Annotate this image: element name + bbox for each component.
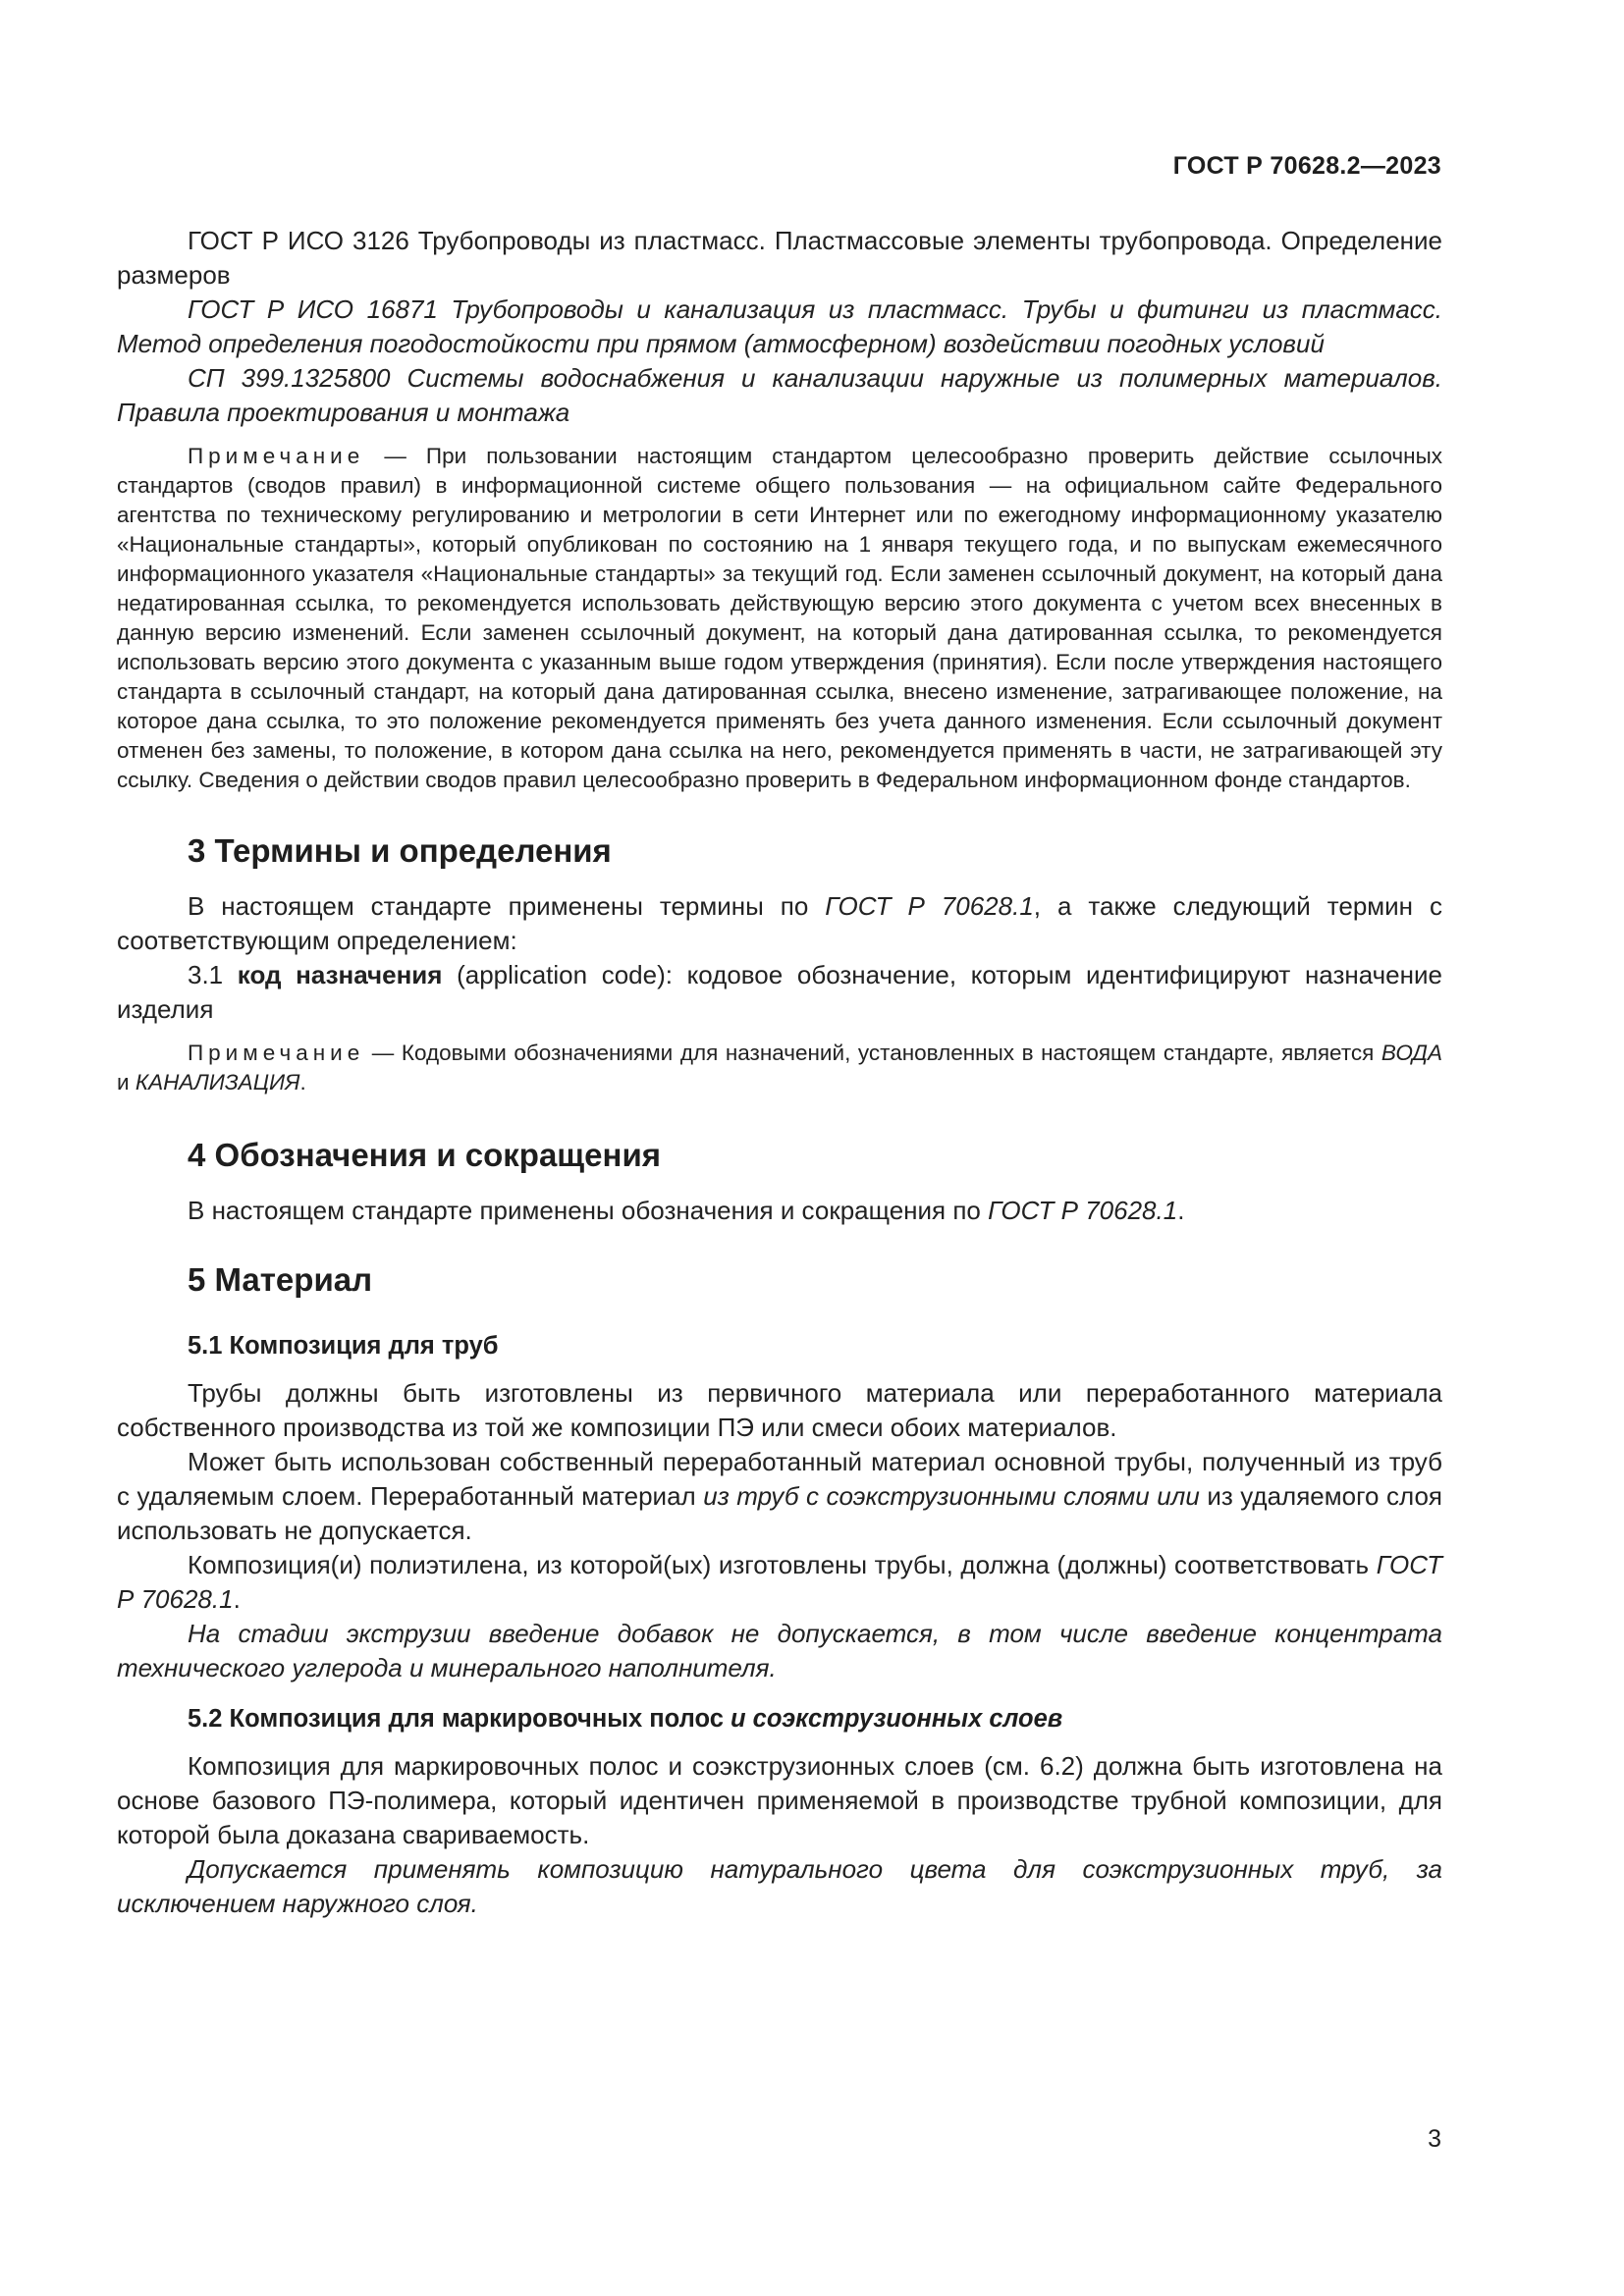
section-3-intro bbox=[117, 889, 1442, 958]
section-4-title: 4 Обозначения и сокращения bbox=[188, 1137, 661, 1173]
page-number: 3 bbox=[1428, 2125, 1441, 2153]
code-sewer: КАНАЛИЗАЦИЯ bbox=[135, 1070, 300, 1095]
subsection-5-1-paragraph-4: На стадии экструзии введение добавок не допускается, в том числе введение концентрата технического углерода и минерального наполнителя. bbox=[117, 1619, 1442, 1682]
subsection-5-1-paragraph-2 bbox=[117, 1445, 1442, 1548]
term-name: код назначения bbox=[237, 960, 443, 989]
paragraph-2-italic: из труб с соэкструзионными слоями или bbox=[703, 1481, 1200, 1511]
references-note bbox=[117, 442, 1442, 795]
section-3-intro-reference: ГОСТ Р 70628.1 bbox=[825, 891, 1034, 921]
paragraph-3-text: Композиция(и) полиэтилена, из которой(ых) изготовлены трубы, должна (должны) соответствовать bbox=[188, 1550, 1377, 1579]
subsection-5-2-title-text: 5.2 Композиция для маркировочных полос bbox=[188, 1705, 731, 1733]
subsection-5-2-paragraph-2: Допускается применять композицию натурального цвета для соэкструзионных труб, за исключением наружного слоя. bbox=[117, 1854, 1442, 1918]
reference-gost-iso-16871: ГОСТ Р ИСО 16871 Трубопроводы и канализация из пластмасс. Трубы и фитинги из пластмасс. Метод определения погодостойкости при прямом (атмосферном) воздействии погодных условий bbox=[117, 294, 1442, 358]
term-number: 3.1 bbox=[188, 960, 238, 989]
code-water: ВОДА bbox=[1380, 1041, 1442, 1065]
paragraph-2-text: Может быть использован собственный переработанный материал основной трубы, полученный из труб с удаляемым слоем. Переработанный материал bbox=[117, 1447, 1442, 1511]
term-note bbox=[117, 1039, 1442, 1097]
term-note-text: — Кодовыми обозначениями для назначений, установленных в настоящем стандарте, является bbox=[364, 1041, 1381, 1065]
reference-gost-iso-3126: ГОСТ Р ИСО 3126 Трубопроводы из пластмасс. Пластмассовые элементы трубопровода. Определение размеров bbox=[117, 226, 1442, 290]
subsection-5-2-paragraph-1: Композиция для маркировочных полос и соэкструзионных слоев (см. 6.2) должна быть изготовлена на основе базового ПЭ-полимера, который идентичен применяемой в производстве трубной композиции, для которой была доказана свариваемость. bbox=[117, 1751, 1442, 1849]
section-4-reference: ГОСТ Р 70628.1 bbox=[988, 1196, 1178, 1225]
subsection-5-1-paragraph-3 bbox=[117, 1548, 1442, 1617]
document-code-header: ГОСТ Р 70628.2—2023 bbox=[1172, 152, 1441, 180]
paragraph-3-reference: ГОСТ Р 70628.1 bbox=[117, 1550, 1442, 1614]
paragraph-3-end: . bbox=[233, 1584, 241, 1614]
page-content bbox=[117, 224, 1442, 1921]
section-5-title: 5 Материал bbox=[188, 1261, 373, 1298]
term-definition: (application code): кодовое обозначение, которым идентифицируют назначение изделия bbox=[117, 960, 1442, 1024]
subsection-5-1-paragraph-1: Трубы должны быть изготовлены из первичного материала или переработанного материала собственного производства из той же композиции ПЭ или смеси обоих материалов. bbox=[117, 1378, 1442, 1442]
reference-sp-399: СП 399.1325800 Системы водоснабжения и канализации наружные из полимерных материалов. Правила проектирования и монтажа bbox=[117, 363, 1442, 427]
subsection-5-2-title-italic: и соэкструзионных слоев bbox=[730, 1705, 1063, 1733]
term-3-1 bbox=[117, 958, 1442, 1027]
section-3-intro-text: В настоящем стандарте применены термины по bbox=[188, 891, 826, 921]
note-label: Примечание bbox=[188, 444, 365, 468]
subsection-5-2-title bbox=[188, 1705, 1442, 1734]
section-3-intro-text-end: , а также следующий термин с соответствующим определением: bbox=[117, 891, 1442, 955]
section-4-text-body: В настоящем стандарте применены обозначения и сокращения по bbox=[188, 1196, 989, 1225]
paragraph-2-text-end: из удаляемого слоя использовать не допускается. bbox=[117, 1481, 1442, 1545]
term-note-conjunction: и bbox=[117, 1070, 135, 1095]
term-note-label: Примечание bbox=[188, 1041, 365, 1065]
section-3-title: 3 Термины и определения bbox=[188, 832, 612, 869]
section-4-text bbox=[117, 1194, 1442, 1228]
subsection-5-1-title: 5.1 Композиция для труб bbox=[188, 1332, 499, 1360]
note-text: — При пользовании настоящим стандартом целесообразно проверить действие ссылочных стандартов (сводов правил) в информационной системе общего пользования — на официальном сайте Федерального агентства по техническому регулированию и метрологии в сети Интернет или по ежегодному информационному указателю «Национальные стандарты», который опубликован по состоянию на 1 января текущего года, и по выпускам ежемесячного информационного указателя «Национальные стандарты» за текущий год. Если заменен ссылочный документ, на который дана недатированная ссылка, то рекомендуется использовать действующую версию этого документа с учетом всех внесенных в данную версию изменений. Если заменен ссылочный документ, на который дана датированная ссылка, то рекомендуется использовать версию этого документа с указанным выше годом утверждения (принятия). Если после утверждения настоящего стандарта в ссылочный стандарт, на который дана датированная ссылка, внесено изменение, затрагивающее положение, на которое дана ссылка, то это положение рекомендуется применять без учета данного изменения. Если ссылочный документ отменен без замены, то положение, в котором дана ссылка на него, рекомендуется применять в части, не затрагивающей эту ссылку. Сведения о действии сводов правил целесообразно проверить в Федеральном информационном фонде стандартов. bbox=[117, 444, 1442, 792]
section-4-text-end: . bbox=[1177, 1196, 1185, 1225]
term-note-end: . bbox=[299, 1070, 306, 1095]
